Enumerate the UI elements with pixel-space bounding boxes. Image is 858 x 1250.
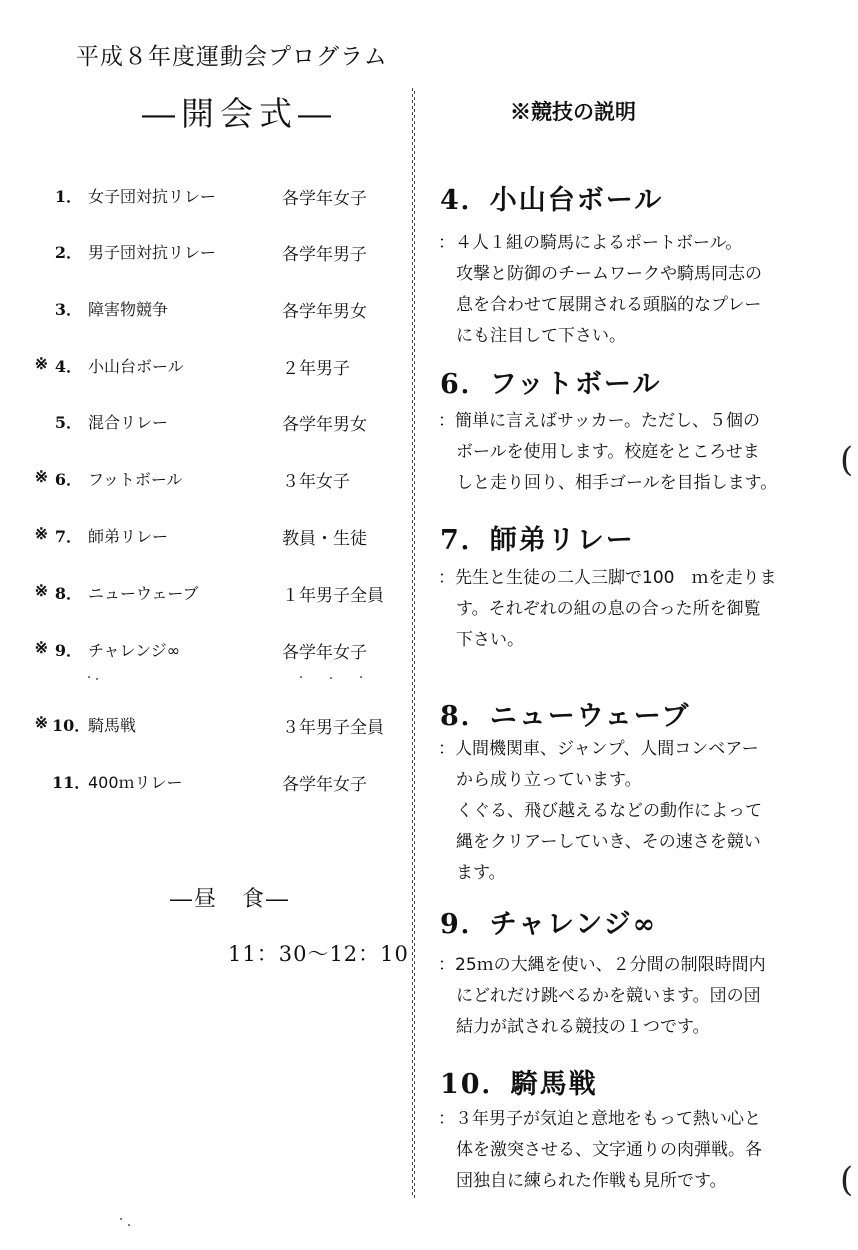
event-description: [438, 406, 790, 499]
description-line: 息を合わせて展開される頭脳的なプレー: [456, 295, 762, 315]
program-number: 7．: [54, 527, 82, 546]
program-event-name: 男子団対抗リレー: [88, 243, 217, 262]
explanation-heading: ※競技の説明: [510, 99, 636, 124]
scan-speck: [96, 678, 98, 680]
program-row: [0, 638, 410, 668]
margin-mark: (: [840, 440, 854, 480]
event-description: [438, 563, 790, 656]
program-number: 2．: [54, 243, 82, 262]
event-heading: 7．師弟リレー: [440, 525, 635, 556]
highlight-mark: ※: [34, 354, 48, 373]
description-line: 攻撃と防御のチームワークや騎馬同志の: [456, 264, 762, 284]
description-line: ：４人１組の騎馬によるポートボール。: [438, 233, 743, 253]
ceremony-heading: ―開会式―: [142, 94, 337, 133]
description-line: 団独自に練られた作戦も見所です。: [456, 1171, 727, 1191]
program-event-name: ニューウェーブ: [88, 584, 199, 603]
program-number: 10．: [52, 716, 91, 735]
highlight-mark: ※: [34, 467, 48, 486]
program-row: [0, 524, 410, 554]
page-title: 平成８年度運動会プログラム: [76, 44, 388, 70]
event-description: [438, 1104, 790, 1197]
description-line: くぐる、飛び越えるなどの動作によって: [456, 801, 762, 821]
program-number: 9．: [54, 641, 82, 660]
event-description: [438, 950, 790, 1043]
description-line: 下さい。: [456, 630, 524, 650]
program-event-name: 師弟リレー: [88, 527, 169, 546]
scan-speck: [330, 677, 332, 679]
lunch-heading: ―昼 食―: [170, 887, 291, 912]
lunch-time: 11：30～12：10: [228, 942, 409, 966]
description-line: にも注目して下さい。: [456, 326, 626, 346]
program-participants: 各学年男女: [282, 415, 367, 435]
program-row: [0, 354, 410, 384]
program-number: 6．: [54, 470, 82, 489]
program-row: [0, 770, 410, 800]
program-participants: ３年男子全員: [282, 718, 384, 738]
program-row: [0, 297, 410, 327]
description-line: ：３年男子が気迫と意地をもって熱い心と: [438, 1109, 761, 1129]
event-description: [438, 734, 790, 889]
program-participants: １年男子全員: [282, 586, 384, 606]
program-event-name: 女子団対抗リレー: [88, 187, 217, 206]
event-heading: 8．ニューウェーブ: [440, 701, 691, 732]
program-participants: 各学年男子: [282, 245, 367, 265]
program-number: 5．: [54, 413, 82, 432]
program-participants: 各学年女子: [282, 189, 367, 209]
description-line: 縄をクリアーしていき、その速さを競い: [456, 832, 761, 852]
description-line: にどれだけ跳べるかを競います。団の団: [456, 986, 761, 1006]
event-heading: 4．小山台ボール: [440, 185, 664, 216]
program-row: [0, 713, 410, 743]
program-participants: ２年男子: [282, 359, 350, 379]
program-event-name: フットボール: [88, 470, 183, 489]
program-row: [0, 410, 410, 440]
program-row: [0, 581, 410, 611]
program-event-name: 混合リレー: [88, 413, 169, 432]
event-heading: 10．騎馬戦: [440, 1069, 598, 1100]
description-line: 結力が試される競技の１つです。: [456, 1017, 710, 1037]
program-event-name: 騎馬戦: [88, 716, 137, 735]
program-event-name: チャレンジ∞: [88, 641, 181, 660]
event-heading: 6．フットボール: [440, 369, 662, 400]
description-line: から成り立っています。: [456, 770, 642, 790]
scan-speck: [88, 676, 90, 678]
program-number: 4．: [54, 357, 82, 376]
description-line: ボールを使用します。校庭をところせま: [456, 442, 760, 462]
program-number: 8．: [54, 584, 82, 603]
program-row: [0, 184, 410, 214]
program-number: 3．: [54, 300, 82, 319]
event-heading: 9．チャレンジ∞: [440, 909, 658, 940]
scan-speck: [300, 676, 302, 678]
description-line: す。それぞれの組の息の合った所を御覧: [456, 599, 761, 619]
event-description: [438, 228, 790, 352]
highlight-mark: ※: [34, 524, 48, 543]
description-line: ：人間機関車、ジャンプ、人間コンベアー: [438, 739, 759, 759]
program-event-name: 小山台ボール: [88, 357, 184, 376]
program-row: [0, 467, 410, 497]
scan-speck: [120, 1218, 122, 1220]
scan-speck: [360, 676, 362, 678]
dotted-divider: [410, 88, 416, 1198]
margin-mark: (: [840, 1160, 854, 1200]
description-line: 体を激突させる、文字通りの肉弾戦。各: [456, 1140, 762, 1160]
description-line: ：先生と生徒の二人三脚で100 ｍを走りま: [438, 568, 777, 588]
description-line: ：25ｍの大縄を使い、２分間の制限時間内: [438, 955, 766, 975]
program-event-name: 400ｍリレー: [88, 773, 183, 792]
program-row: [0, 240, 410, 270]
scan-speck: [128, 1224, 130, 1226]
program-participants: 各学年女子: [282, 775, 367, 795]
program-participants: 各学年女子: [282, 643, 367, 663]
program-number: 11．: [52, 773, 91, 792]
highlight-mark: ※: [34, 638, 48, 657]
highlight-mark: ※: [34, 713, 48, 732]
description-line: ：簡単に言えばサッカー。ただし、５個の: [438, 411, 760, 431]
program-participants: 教員・生徒: [282, 529, 367, 549]
program-number: 1．: [54, 187, 82, 206]
program-event-name: 障害物競争: [88, 300, 169, 319]
description-line: しと走り回り、相手ゴールを目指します。: [456, 473, 778, 493]
description-line: ます。: [456, 863, 506, 883]
highlight-mark: ※: [34, 581, 48, 600]
program-participants: 各学年男女: [282, 302, 367, 322]
program-participants: ３年女子: [282, 472, 350, 492]
